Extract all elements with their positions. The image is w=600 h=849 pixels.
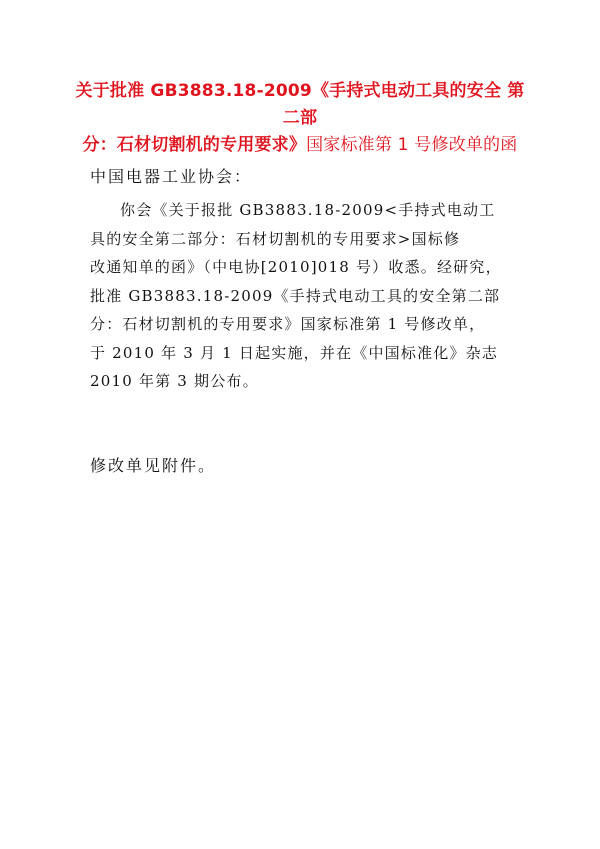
- body-line: 具的安全第二部分：石材切割机的专用要求>国标修: [90, 229, 461, 248]
- body-line: 分：石材切割机的专用要求》国家标准第 1 号修改单，: [90, 315, 486, 333]
- body-line: 改通知单的函》（中电协[2010]018 号）收悉。经研究，: [90, 258, 502, 276]
- title-line-2: [70, 132, 530, 159]
- body-line: 批准 GB3883.18-2009《手持式电动工具的安全第二部: [90, 286, 501, 305]
- body-line: 你会《关于报批 GB3883.18-2009<手持式电动工: [120, 201, 496, 219]
- document-title: [70, 78, 530, 159]
- title-line-1: 关于批准 GB3883.18-2009《手持式电动工具的安全 第二部: [75, 81, 525, 128]
- body-paragraph: [90, 196, 510, 396]
- closing-note: 修改单见附件。: [90, 456, 217, 475]
- title-line-2-bold: 分：石材切割机的专用要求》: [82, 135, 307, 155]
- salutation: 中国电器工业协会：: [90, 167, 253, 186]
- body-line: 2010 年第 3 期公布。: [90, 372, 259, 390]
- title-line-2-plain: 国家标准第 1 号修改单的函: [306, 135, 518, 155]
- body-line: 于 2010 年 3 月 1 日起实施，并在《中国标准化》杂志: [90, 343, 499, 362]
